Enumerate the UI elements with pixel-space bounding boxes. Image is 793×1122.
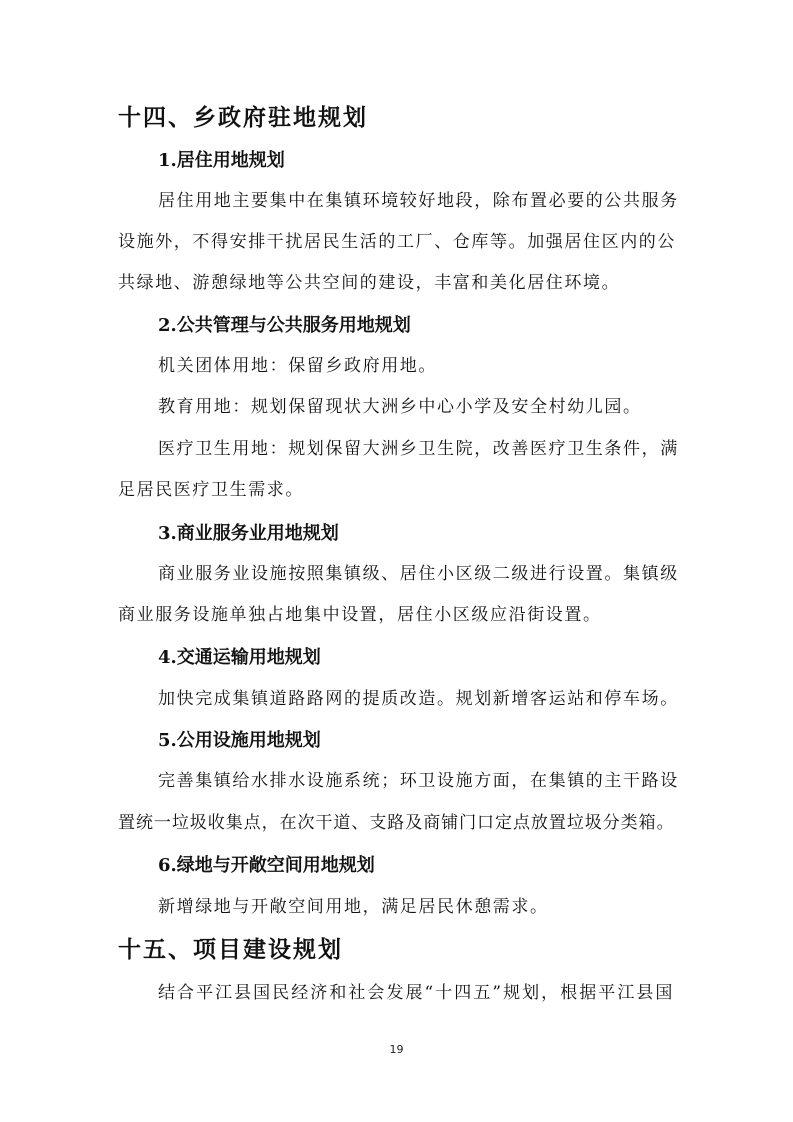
paragraph-line: 商业服务设施单独占地集中设置，居住小区级应沿街设置。	[118, 605, 602, 625]
page-number: 19	[389, 1043, 404, 1056]
paragraph-line: 共绿地、游憩绿地等公共空间的建设，丰富和美化居住环境。	[118, 273, 621, 293]
paragraph-line: 居住用地主要集中在集镇环境较好地段，除布置必要的公共服务	[158, 191, 679, 211]
paragraph-line: 机关团体用地：保留乡政府用地。	[158, 356, 437, 376]
section-14-title: 十四、乡政府驻地规划	[118, 104, 368, 131]
paragraph-line: 教育用地：规划保留现状大洲乡中心小学及安全村幼儿园。	[158, 397, 642, 417]
subsection-1-heading: 1.居住用地规划	[158, 150, 285, 171]
paragraph-line: 加快完成集镇道路路网的提质改造。规划新增客运站和停车场。	[158, 689, 679, 709]
section-15-title: 十五、项目建设规划	[118, 936, 343, 963]
paragraph-line: 设施外，不得安排干扰居民生活的工厂、仓库等。加强居住区内的公	[118, 232, 676, 252]
paragraph-line: 新增绿地与开敞空间用地，满足居民休憩需求。	[158, 897, 549, 917]
paragraph-line: 置统一垃圾收集点，在次干道、支路及商铺门口定点放置垃圾分类箱。	[118, 813, 674, 833]
subsection-5-heading: 5.公用设施用地规划	[158, 730, 321, 751]
subsection-2-heading: 2.公共管理与公共服务用地规划	[158, 315, 411, 336]
paragraph-line: 结合平江县国民经济和社会发展“十四五”规划，根据平江县国	[158, 983, 674, 1003]
paragraph-line: 完善集镇给水排水设施系统；环卫设施方面，在集镇的主干路设	[158, 771, 679, 791]
subsection-6-heading: 6.绿地与开敞空间用地规划	[158, 855, 375, 876]
subsection-4-heading: 4.交通运输用地规划	[158, 647, 321, 668]
paragraph-line: 医疗卫生用地：规划保留大洲乡卫生院，改善医疗卫生条件，满	[158, 439, 679, 459]
paragraph-line: 商业服务业设施按照集镇级、居住小区级二级进行设置。集镇级	[158, 564, 679, 584]
paragraph-line: 足居民医疗卫生需求。	[118, 480, 304, 500]
subsection-3-heading: 3.商业服务业用地规划	[158, 523, 339, 544]
